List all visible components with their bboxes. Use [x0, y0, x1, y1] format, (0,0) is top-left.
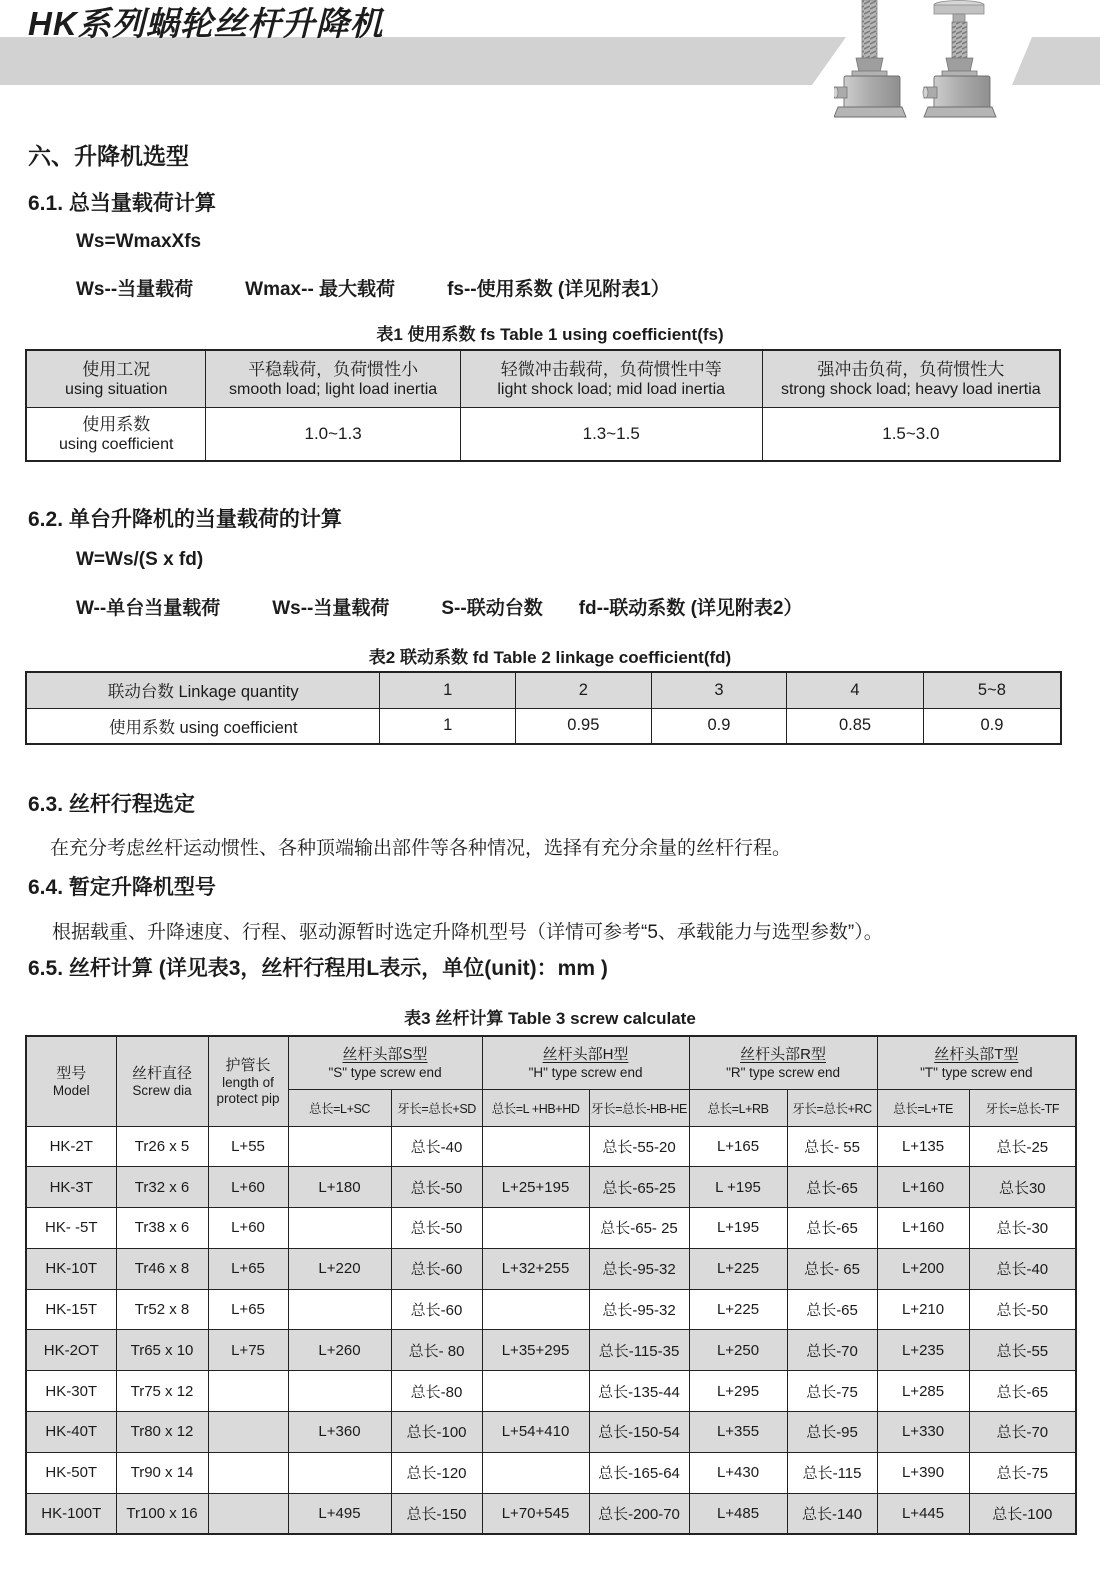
value-cell: 总长-50 — [391, 1208, 482, 1249]
value-cell — [482, 1126, 589, 1167]
var-item: fs--使用系数 (详见附表1） — [447, 279, 670, 300]
group-header-r-type: 丝杆头部R型 "R" type screw end — [689, 1036, 877, 1089]
value-cell: Tr80 x 12 — [116, 1412, 208, 1453]
value-cell: L+160 — [877, 1208, 969, 1249]
value-cell — [288, 1452, 391, 1493]
column-header: 1 — [380, 672, 516, 708]
value-cell: Tr65 x 10 — [116, 1330, 208, 1371]
column-header: 联动台数 Linkage quantity — [26, 672, 380, 708]
value-cell: 总长-60 — [391, 1248, 482, 1289]
value-cell: L+295 — [689, 1371, 787, 1412]
value-cell: 总长-60 — [391, 1289, 482, 1330]
value-cell: L+25+195 — [482, 1167, 589, 1208]
value-cell: L+355 — [689, 1412, 787, 1453]
value-cell: 总长-165-64 — [589, 1452, 689, 1493]
value-cell: 1.0~1.3 — [206, 407, 460, 461]
table3-title: 表3 丝杆计算 Table 3 screw calculate — [404, 1009, 696, 1028]
value-cell: L+485 — [689, 1493, 787, 1534]
value-cell: L+65 — [208, 1248, 288, 1289]
formula-header: 牙长=总长+SD — [391, 1089, 482, 1126]
value-cell: L+180 — [288, 1167, 391, 1208]
value-cell: L+330 — [877, 1412, 969, 1453]
value-cell: L+220 — [288, 1248, 391, 1289]
value-cell: 总长-75 — [969, 1452, 1076, 1493]
model-cell: HK-3T — [26, 1167, 116, 1208]
value-cell: L+70+545 — [482, 1493, 589, 1534]
column-header-screw-dia: 丝杆直径 Screw dia — [116, 1036, 208, 1126]
value-cell: 1.5~3.0 — [762, 407, 1060, 461]
model-cell: HK-15T — [26, 1289, 116, 1330]
var-item: fd--联动系数 (详见附表2） — [578, 598, 803, 619]
value-cell: 总长-25 — [969, 1126, 1076, 1167]
value-cell — [482, 1371, 589, 1412]
table1-title: 表1 使用系数 fs Table 1 using coefficient(fs) — [376, 325, 724, 344]
value-cell: 1 — [380, 708, 516, 744]
model-cell: HK-10T — [26, 1248, 116, 1289]
value-cell: 总长-55 — [969, 1330, 1076, 1371]
model-cell: HK-40T — [26, 1412, 116, 1453]
value-cell: Tr100 x 16 — [116, 1493, 208, 1534]
value-cell: 0.9 — [651, 708, 787, 744]
value-cell: L+260 — [288, 1330, 391, 1371]
table-row — [26, 1330, 1076, 1371]
value-cell: L+75 — [208, 1330, 288, 1371]
value-cell: 总长-70 — [787, 1330, 877, 1371]
value-cell: 总长-115-35 — [589, 1330, 689, 1371]
row-label-cell: 使用系数 using coefficient — [26, 407, 206, 461]
value-cell: 总长-150-54 — [589, 1412, 689, 1453]
column-header: 使用工况 using situation — [26, 350, 206, 407]
header-accent-parallelogram — [1012, 37, 1100, 85]
value-cell: 0.85 — [787, 708, 924, 744]
column-header: 4 — [787, 672, 924, 708]
paragraph-6-3: 在充分考虑丝杆运动惯性、各种顶端输出部件等各种情况，选择有充分余量的丝杆行程。 — [50, 838, 792, 859]
formula-6-1: Ws=WmaxXfs — [76, 231, 202, 252]
value-cell: 总长-65-25 — [589, 1167, 689, 1208]
table-3-screw-calculate — [25, 1035, 1077, 1535]
value-cell — [288, 1208, 391, 1249]
value-cell: L+135 — [877, 1126, 969, 1167]
value-cell — [288, 1126, 391, 1167]
value-cell: Tr38 x 6 — [116, 1208, 208, 1249]
value-cell: 总长-150 — [391, 1493, 482, 1534]
value-cell: L+195 — [689, 1208, 787, 1249]
table-row — [26, 1452, 1076, 1493]
value-cell: L+445 — [877, 1493, 969, 1534]
value-cell: 总长- 55 — [787, 1126, 877, 1167]
value-cell: L+235 — [877, 1330, 969, 1371]
table-header-row — [26, 672, 1061, 708]
value-cell: 总长-95-32 — [589, 1289, 689, 1330]
column-header: 3 — [651, 672, 787, 708]
screw-jack-plain-top-icon — [834, 0, 906, 117]
page-title: HK系列蜗轮丝杆升降机 — [28, 5, 384, 42]
value-cell: 总长- 80 — [391, 1330, 482, 1371]
table-header-row — [26, 350, 1060, 407]
column-header: 平稳载荷，负荷惯性小 smooth load; light load inertia — [206, 350, 460, 407]
value-cell: 总长-50 — [391, 1167, 482, 1208]
value-cell: 总长-65 — [969, 1371, 1076, 1412]
column-header-protect-pipe: 护管长 length of protect pip — [208, 1036, 288, 1126]
value-cell: 0.95 — [516, 708, 652, 744]
table-row — [26, 1289, 1076, 1330]
model-cell: HK-30T — [26, 1371, 116, 1412]
table-1-using-coefficient — [25, 349, 1061, 462]
screw-jacks-image — [834, 0, 1002, 124]
value-cell — [208, 1452, 288, 1493]
formula-header: 牙长=总长-TF — [969, 1089, 1076, 1126]
value-cell: L+200 — [877, 1248, 969, 1289]
value-cell: L +195 — [689, 1167, 787, 1208]
group-header-t-type: 丝杆头部T型 "T" type screw end — [877, 1036, 1076, 1089]
table-header-row — [26, 1036, 1076, 1089]
value-cell — [288, 1289, 391, 1330]
value-cell: Tr46 x 8 — [116, 1248, 208, 1289]
value-cell: Tr90 x 14 — [116, 1452, 208, 1493]
value-cell: 总长-40 — [391, 1126, 482, 1167]
value-cell: L+35+295 — [482, 1330, 589, 1371]
value-cell: Tr26 x 5 — [116, 1126, 208, 1167]
value-cell: 总长-55-20 — [589, 1126, 689, 1167]
value-cell: L+60 — [208, 1167, 288, 1208]
value-cell: L+55 — [208, 1126, 288, 1167]
value-cell: L+65 — [208, 1289, 288, 1330]
value-cell: 1.3~1.5 — [460, 407, 762, 461]
value-cell: L+250 — [689, 1330, 787, 1371]
var-item: Ws--当量载荷 — [272, 598, 390, 619]
model-cell: HK-2T — [26, 1126, 116, 1167]
model-cell: HK- -5T — [26, 1208, 116, 1249]
value-cell: L+430 — [689, 1452, 787, 1493]
table-row — [26, 1126, 1076, 1167]
section-heading-6: 六、升降机选型 — [28, 143, 189, 169]
formula-header: 总长=L+RB — [689, 1089, 787, 1126]
value-cell: L+225 — [689, 1289, 787, 1330]
value-cell: Tr32 x 6 — [116, 1167, 208, 1208]
table-row — [26, 1412, 1076, 1453]
value-cell — [288, 1371, 391, 1412]
value-cell — [208, 1412, 288, 1453]
value-cell: 总长-65- 25 — [589, 1208, 689, 1249]
value-cell: 总长-95-32 — [589, 1248, 689, 1289]
value-cell: 总长-70 — [969, 1412, 1076, 1453]
formula-header: 总长=L+SC — [288, 1089, 391, 1126]
value-cell: L+60 — [208, 1208, 288, 1249]
value-cell: 总长-40 — [969, 1248, 1076, 1289]
variables-6-2 — [76, 593, 854, 620]
value-cell: 0.9 — [923, 708, 1061, 744]
heading-6-2: 6.2. 单台升降机的当量载荷的计算 — [28, 508, 342, 531]
table-row — [26, 1208, 1076, 1249]
formula-6-2: W=Ws/(S x fd) — [76, 549, 204, 570]
value-cell — [482, 1452, 589, 1493]
value-cell: L+160 — [877, 1167, 969, 1208]
value-cell — [482, 1289, 589, 1330]
value-cell: 总长-65 — [787, 1167, 877, 1208]
heading-6-1: 6.1. 总当量载荷计算 — [28, 192, 216, 215]
value-cell: L+495 — [288, 1493, 391, 1534]
table-body — [26, 1126, 1076, 1534]
value-cell: 总长-65 — [787, 1289, 877, 1330]
screw-jack-flange-top-icon — [923, 1, 996, 118]
value-cell: 总长30 — [969, 1167, 1076, 1208]
table-row — [26, 708, 1061, 744]
column-header: 轻微冲击载荷，负荷惯性中等 light shock load; mid load inertia — [460, 350, 762, 407]
value-cell: 总长-200-70 — [589, 1493, 689, 1534]
paragraph-6-4: 根据载重、升降速度、行程、驱动源暂时选定升降机型号（详情可参考“5、承载能力与选型参数”）。 — [52, 922, 883, 943]
value-cell: 总长-135-44 — [589, 1371, 689, 1412]
var-item: W--单台当量载荷 — [76, 598, 221, 619]
value-cell: L+165 — [689, 1126, 787, 1167]
value-cell: 总长-75 — [787, 1371, 877, 1412]
value-cell: 总长-100 — [969, 1493, 1076, 1534]
value-cell: L+390 — [877, 1452, 969, 1493]
table-2-linkage-coefficient — [25, 671, 1062, 745]
value-cell: L+285 — [877, 1371, 969, 1412]
value-cell: 总长-95 — [787, 1412, 877, 1453]
value-cell: 总长-80 — [391, 1371, 482, 1412]
row-label-cell: 使用系数 using coefficient — [26, 708, 380, 744]
var-item: Ws--当量载荷 — [76, 279, 194, 300]
table2-title: 表2 联动系数 fd Table 2 linkage coefficient(fd) — [368, 648, 732, 667]
model-cell: HK-100T — [26, 1493, 116, 1534]
model-cell: HK-50T — [26, 1452, 116, 1493]
variables-6-1 — [76, 274, 722, 301]
table-row — [26, 1167, 1076, 1208]
var-item: S--联动台数 — [441, 598, 543, 619]
value-cell — [482, 1208, 589, 1249]
formula-header: 总长=L+TE — [877, 1089, 969, 1126]
column-header-model: 型号 Model — [26, 1036, 116, 1126]
var-item: Wmax-- 最大载荷 — [245, 279, 396, 300]
heading-6-4: 6.4. 暂定升降机型号 — [28, 876, 216, 899]
value-cell: L+32+255 — [482, 1248, 589, 1289]
heading-6-3: 6.3. 丝杆行程选定 — [28, 793, 195, 816]
value-cell: 总长-30 — [969, 1208, 1076, 1249]
column-header: 2 — [516, 672, 652, 708]
value-cell — [208, 1371, 288, 1412]
value-cell: 总长-115 — [787, 1452, 877, 1493]
column-header: 强冲击负荷，负荷惯性大 strong shock load; heavy load inertia — [762, 350, 1060, 407]
value-cell: 总长-120 — [391, 1452, 482, 1493]
value-cell — [208, 1493, 288, 1534]
value-cell: L+54+410 — [482, 1412, 589, 1453]
value-cell: Tr52 x 8 — [116, 1289, 208, 1330]
table-row — [26, 1371, 1076, 1412]
table-row — [26, 407, 1060, 461]
value-cell: 总长- 65 — [787, 1248, 877, 1289]
value-cell: 总长-140 — [787, 1493, 877, 1534]
value-cell: L+210 — [877, 1289, 969, 1330]
value-cell: Tr75 x 12 — [116, 1371, 208, 1412]
heading-6-5: 6.5. 丝杆计算 (详见表3，丝杆行程用L表示，单位(unit)：mm ) — [28, 957, 608, 980]
value-cell: 总长-100 — [391, 1412, 482, 1453]
formula-header: 牙长=总长+RC — [787, 1089, 877, 1126]
value-cell: 总长-50 — [969, 1289, 1076, 1330]
formula-header: 总长=L +HB+HD — [482, 1089, 589, 1126]
table-row — [26, 1248, 1076, 1289]
model-cell: HK-2OT — [26, 1330, 116, 1371]
value-cell: 总长-65 — [787, 1208, 877, 1249]
group-header-h-type: 丝杆头部H型 "H" type screw end — [482, 1036, 689, 1089]
value-cell: L+225 — [689, 1248, 787, 1289]
formula-header: 牙长=总长-HB-HE — [589, 1089, 689, 1126]
group-header-s-type: 丝杆头部S型 "S" type screw end — [288, 1036, 482, 1089]
column-header: 5~8 — [923, 672, 1061, 708]
value-cell: L+360 — [288, 1412, 391, 1453]
table-row — [26, 1493, 1076, 1534]
